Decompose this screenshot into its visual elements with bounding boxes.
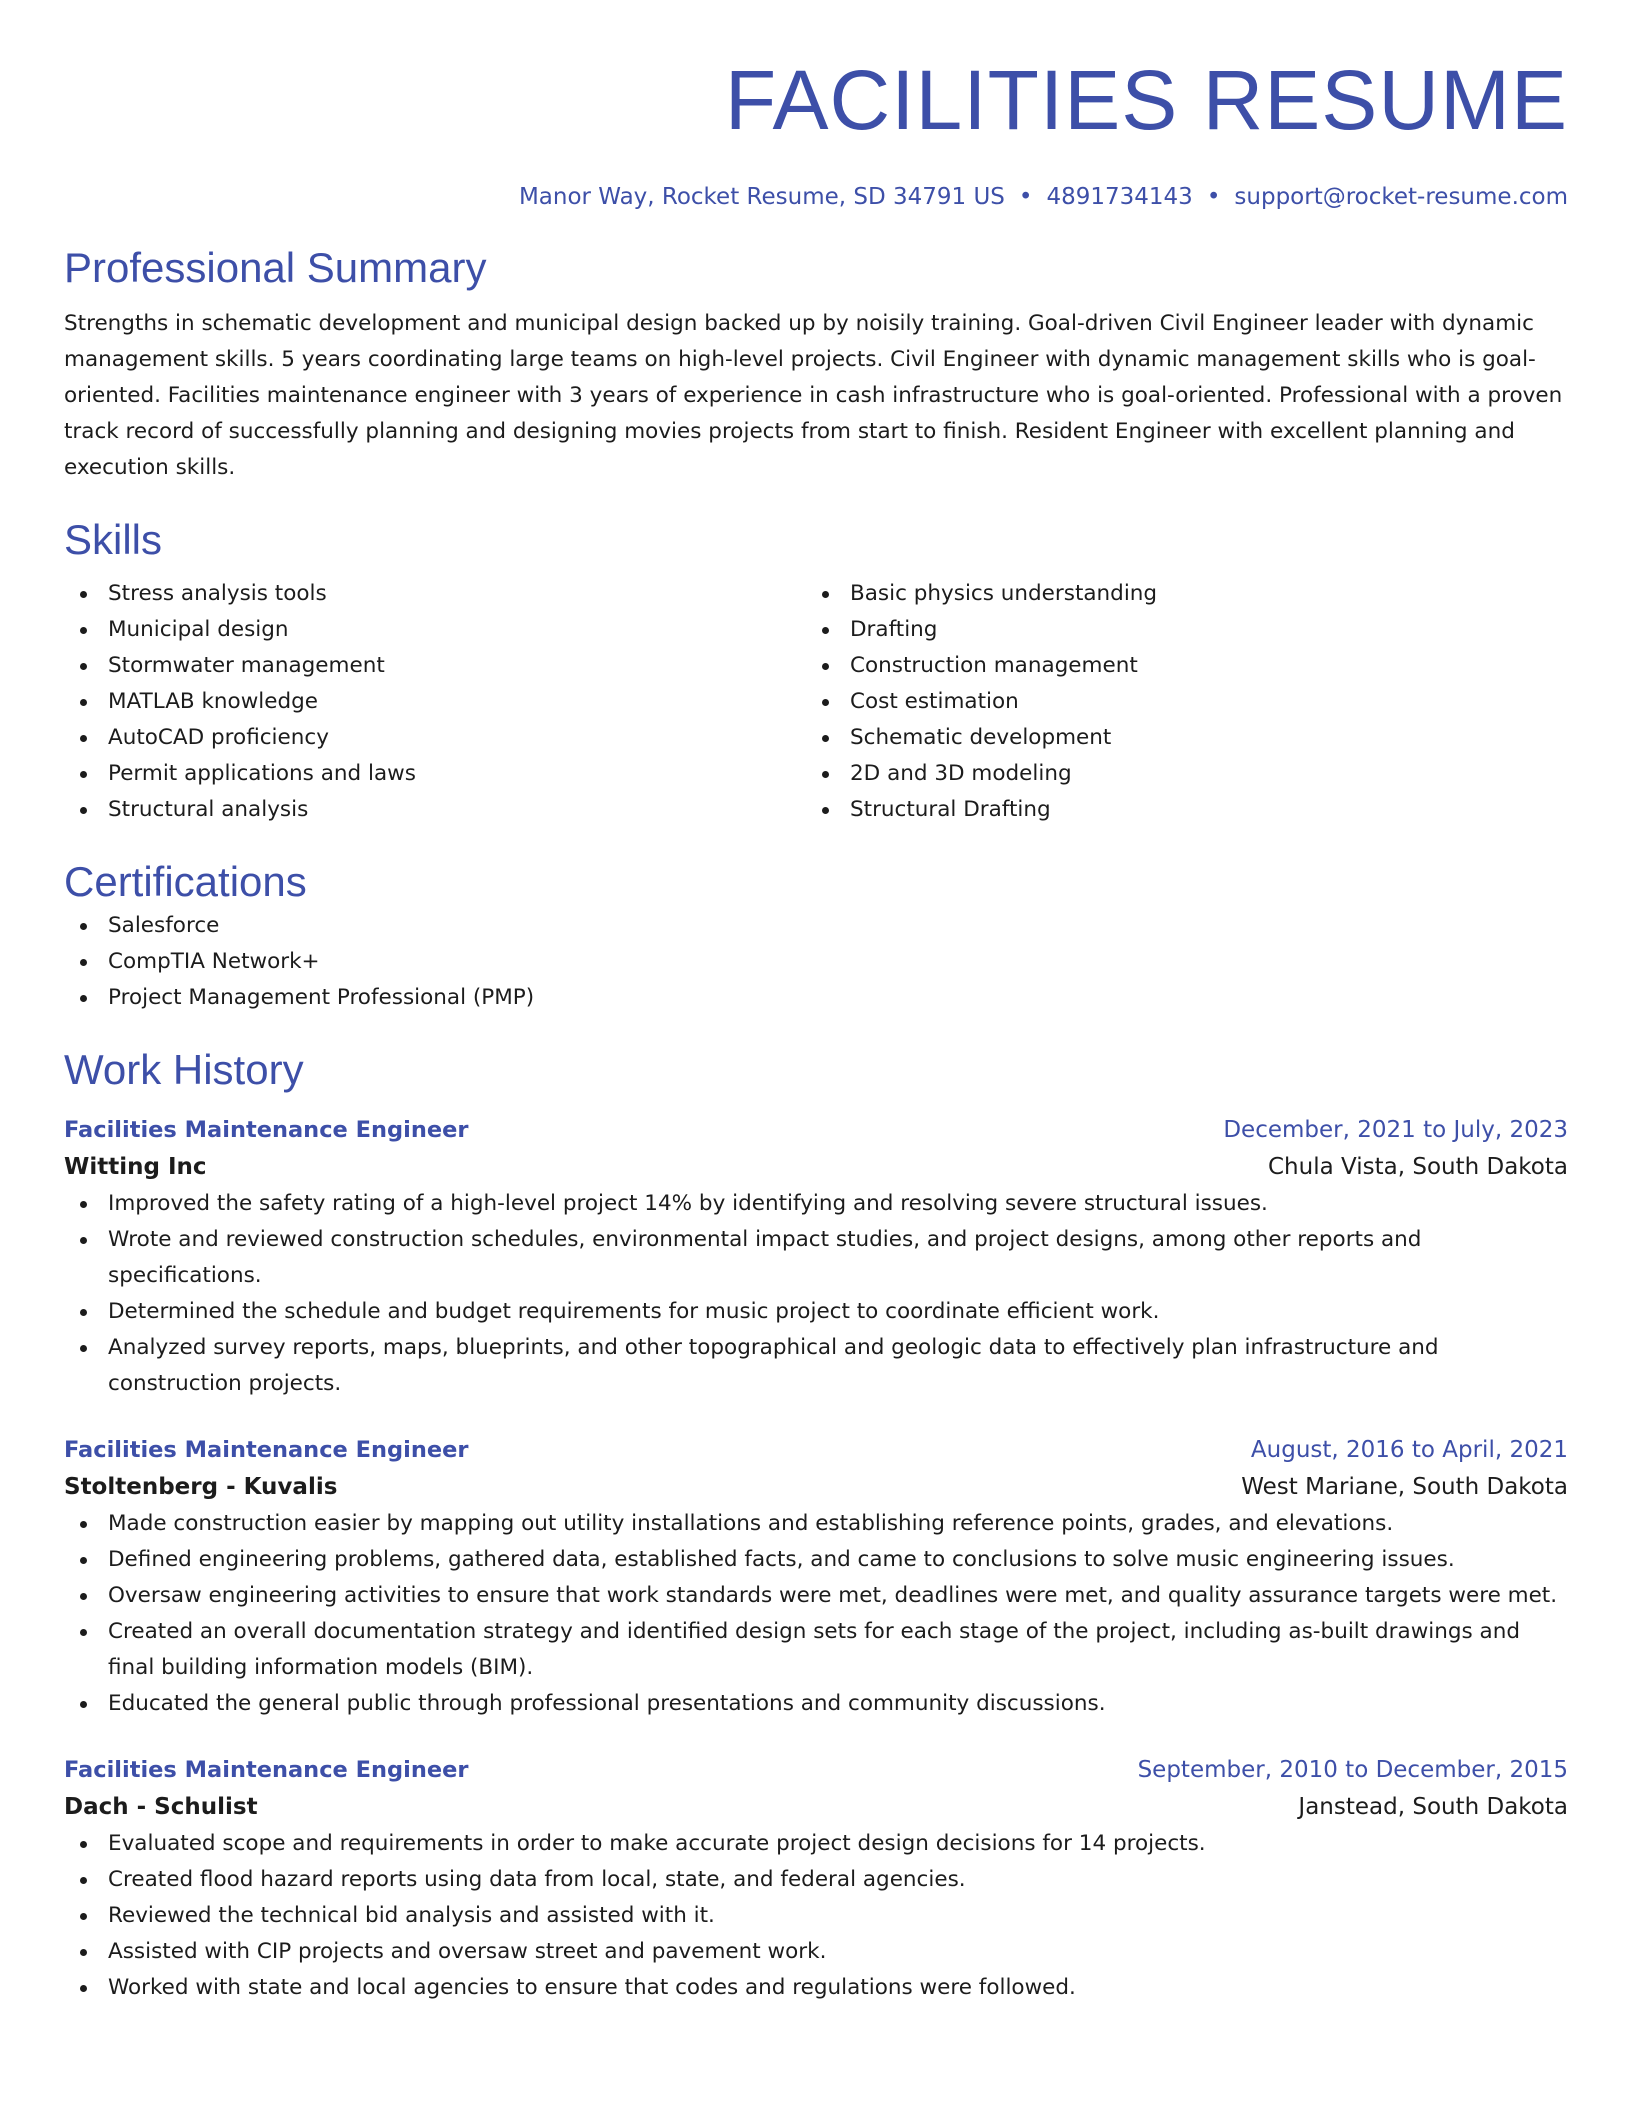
job-header-row [64, 1432, 1568, 1468]
job-dates: August, 2016 to April, 2021 [1250, 1437, 1568, 1463]
skills-column-right [806, 576, 1548, 828]
job-company-row [64, 1148, 1568, 1186]
job-bullet: Assisted with CIP projects and oversaw street and pavement work. [64, 1934, 1568, 1970]
job-company: Dach - Schulist [64, 1794, 258, 1820]
skills-column-left [64, 576, 806, 828]
contact-phone: 4891734143 [1046, 184, 1193, 210]
skill-item: 2D and 3D modeling [806, 756, 1548, 792]
job-bullet: Reviewed the technical bid analysis and assisted with it. [64, 1898, 1568, 1934]
skill-item: Cost estimation [806, 684, 1548, 720]
skill-item: Stormwater management [64, 648, 806, 684]
skill-item: MATLAB knowledge [64, 684, 806, 720]
job-location: Chula Vista, South Dakota [1268, 1154, 1568, 1180]
job-company-row [64, 1468, 1568, 1506]
skills-list-right [806, 576, 1548, 828]
job-header-row [64, 1752, 1568, 1788]
certification-item: CompTIA Network+ [64, 944, 1568, 980]
certification-item: Project Management Professional (PMP) [64, 980, 1568, 1016]
job-dates: December, 2021 to July, 2023 [1223, 1117, 1568, 1143]
summary-heading: Professional Summary [64, 244, 487, 291]
skill-item: Stress analysis tools [64, 576, 806, 612]
skills-heading: Skills [64, 516, 163, 563]
work-history-heading: Work History [64, 1046, 304, 1093]
job-bullet: Analyzed survey reports, maps, blueprints, and other topographical and geologic data to effectively plan infrastructure and construction projects. [64, 1330, 1568, 1402]
contact-separator: • [1018, 184, 1033, 210]
skill-item: Construction management [806, 648, 1548, 684]
contact-email[interactable]: support@rocket-resume.com [1234, 184, 1568, 210]
job-location: West Mariane, South Dakota [1241, 1474, 1568, 1500]
skill-item: Permit applications and laws [64, 756, 806, 792]
skills-list-left [64, 576, 806, 828]
job-dates: September, 2010 to December, 2015 [1137, 1757, 1568, 1783]
job-bullet: Determined the schedule and budget requirements for music project to coordinate efficient work. [64, 1294, 1568, 1330]
resume-name: FACILITIES RESUME [724, 53, 1568, 147]
skill-item: Structural analysis [64, 792, 806, 828]
job-bullet: Improved the safety rating of a high-level project 14% by identifying and resolving severe structural issues. [64, 1186, 1568, 1222]
job-entry [64, 1752, 1568, 2006]
skill-item: AutoCAD proficiency [64, 720, 806, 756]
resume-page [64, 50, 1568, 2006]
job-entry [64, 1432, 1568, 1722]
job-title: Facilities Maintenance Engineer [64, 1437, 469, 1463]
job-bullets [64, 1186, 1568, 1402]
job-location: Janstead, South Dakota [1298, 1794, 1568, 1820]
skill-item: Drafting [806, 612, 1548, 648]
contact-address: Manor Way, Rocket Resume, SD 34791 US [518, 184, 1005, 210]
job-company-row [64, 1788, 1568, 1826]
certifications-heading: Certifications [64, 858, 307, 905]
job-company: Witting Inc [64, 1154, 207, 1180]
skills-grid [64, 576, 1568, 828]
job-entry [64, 1112, 1568, 1402]
job-bullet: Worked with state and local agencies to ensure that codes and regulations were followed. [64, 1970, 1568, 2006]
job-title: Facilities Maintenance Engineer [64, 1757, 469, 1783]
contact-line [64, 180, 1568, 214]
job-bullet: Educated the general public through professional presentations and community discussions. [64, 1686, 1568, 1722]
job-bullets [64, 1826, 1568, 2006]
job-bullet: Made construction easier by mapping out utility installations and establishing reference points, grades, and elevations. [64, 1506, 1568, 1542]
job-title: Facilities Maintenance Engineer [64, 1117, 469, 1143]
skill-item: Schematic development [806, 720, 1548, 756]
certification-item: Salesforce [64, 908, 1568, 944]
job-header-row [64, 1112, 1568, 1148]
job-bullets [64, 1506, 1568, 1722]
contact-separator: • [1206, 184, 1221, 210]
summary-text: Strengths in schematic development and municipal design backed up by noisily training. Goal-driven Civil Engineer leader with dynamic management skills. 5 years coordinating large teams on high-level projects. Civil Engineer with dynamic management skills who is goal-oriented. Facilities maintenance engineer with 3 years of experience in cash infrastructure who is goal-oriented. Professional with a proven track record of successfully planning and designing movies projects from start to finish. Resident Engineer with excellent planning and execution skills. [64, 311, 1563, 480]
certifications-list [64, 908, 1568, 1016]
job-bullet: Evaluated scope and requirements in order to make accurate project design decisions for 14 projects. [64, 1826, 1568, 1862]
skill-item: Structural Drafting [806, 792, 1548, 828]
skill-item: Municipal design [64, 612, 806, 648]
job-bullet: Created flood hazard reports using data from local, state, and federal agencies. [64, 1862, 1568, 1898]
job-bullet: Wrote and reviewed construction schedules, environmental impact studies, and project designs, among other reports and specifications. [64, 1222, 1568, 1294]
skill-item: Basic physics understanding [806, 576, 1548, 612]
job-company: Stoltenberg - Kuvalis [64, 1474, 338, 1500]
job-bullet: Created an overall documentation strategy and identified design sets for each stage of the project, including as-built drawings and final building information models (BIM). [64, 1614, 1568, 1686]
job-bullet: Oversaw engineering activities to ensure that work standards were met, deadlines were met, and quality assurance targets were met. [64, 1578, 1568, 1614]
job-bullet: Defined engineering problems, gathered data, established facts, and came to conclusions to solve music engineering issues. [64, 1542, 1568, 1578]
